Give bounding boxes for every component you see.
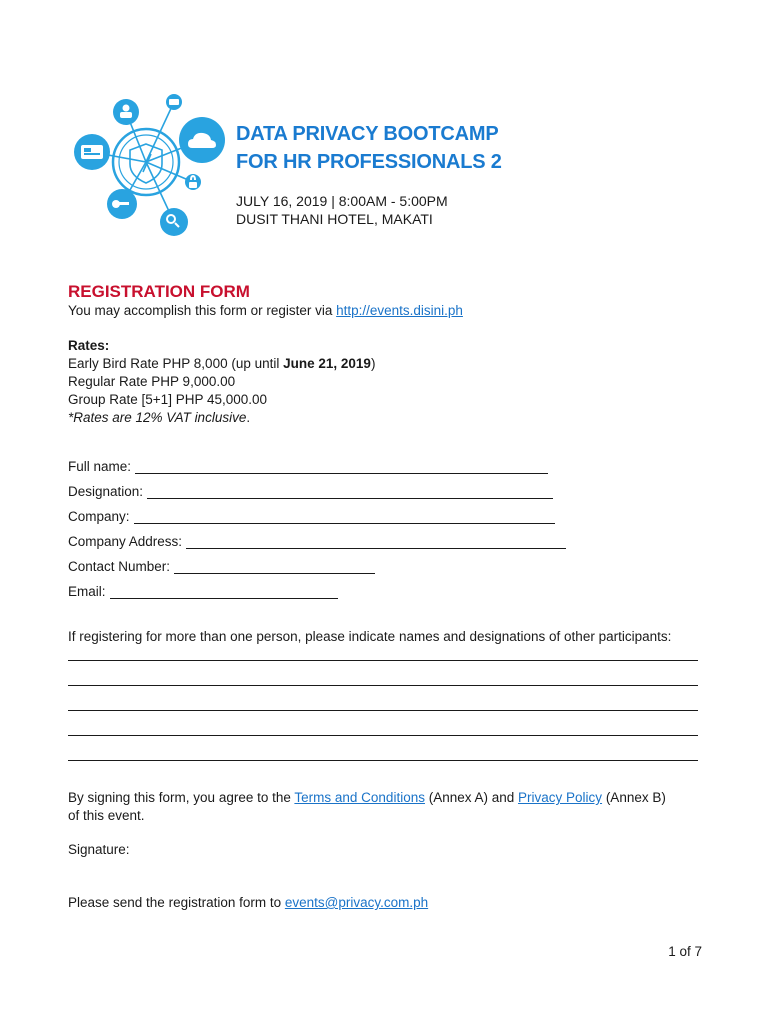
rates-label: Rates: bbox=[68, 338, 110, 353]
rate-vat-note-text: *Rates are 12% VAT inclusive bbox=[68, 410, 247, 425]
event-date-time: JULY 16, 2019 | 8:00AM - 5:00PM bbox=[236, 193, 448, 209]
rate-early-bird-deadline: June 21, 2019 bbox=[283, 356, 371, 371]
privacy-policy-link[interactable]: Privacy Policy bbox=[518, 790, 603, 805]
rates-section bbox=[68, 337, 375, 427]
company-address-blank[interactable] bbox=[186, 536, 566, 549]
email-blank[interactable] bbox=[110, 586, 338, 599]
agreement-middle: (Annex A) and bbox=[424, 790, 519, 805]
company-address-field[interactable] bbox=[68, 534, 566, 549]
designation-label: Designation: bbox=[68, 484, 144, 499]
send-instruction bbox=[68, 894, 428, 912]
event-info bbox=[236, 192, 448, 228]
agreement-text bbox=[68, 789, 666, 825]
other-participants-line-4[interactable] bbox=[68, 735, 698, 736]
rate-vat-note-period: . bbox=[246, 410, 251, 425]
contact-number-blank[interactable] bbox=[174, 561, 375, 574]
rate-early-bird bbox=[68, 355, 375, 373]
event-title-line-2: FOR HR PROFESSIONALS 2 bbox=[236, 151, 502, 173]
agreement-suffix: (Annex B) bbox=[602, 790, 666, 805]
page-number: 1 of 7 bbox=[668, 944, 702, 959]
send-instruction-text: Please send the registration form to bbox=[68, 895, 285, 910]
other-participants-line-5[interactable] bbox=[68, 760, 698, 761]
data-privacy-network-logo-icon bbox=[66, 84, 228, 242]
full-name-field[interactable] bbox=[68, 459, 548, 474]
company-field[interactable] bbox=[68, 509, 555, 524]
intro-line bbox=[68, 302, 463, 320]
full-name-blank[interactable] bbox=[135, 461, 548, 474]
event-title-line-1: DATA PRIVACY BOOTCAMP bbox=[236, 123, 499, 145]
other-participants-label: If registering for more than one person, please indicate names and designations of other participants: bbox=[68, 629, 672, 644]
registration-email-link[interactable]: events@privacy.com.ph bbox=[284, 895, 429, 910]
other-participants-line-2[interactable] bbox=[68, 685, 698, 686]
intro-text: You may accomplish this form or register via bbox=[68, 303, 337, 318]
rate-early-bird-close: ) bbox=[370, 356, 376, 371]
agreement-line-1 bbox=[68, 789, 666, 807]
agreement-prefix: By signing this form, you agree to the bbox=[68, 790, 295, 805]
terms-and-conditions-link[interactable]: Terms and Conditions bbox=[294, 790, 425, 805]
event-venue: DUSIT THANI HOTEL, MAKATI bbox=[236, 211, 433, 227]
rate-vat-note bbox=[68, 409, 375, 427]
other-participants-line-1[interactable] bbox=[68, 660, 698, 661]
designation-field[interactable] bbox=[68, 484, 553, 499]
company-label: Company: bbox=[68, 509, 130, 524]
company-address-label: Company Address: bbox=[68, 534, 183, 549]
company-blank[interactable] bbox=[134, 511, 555, 524]
contact-number-label: Contact Number: bbox=[68, 559, 171, 574]
email-label: Email: bbox=[68, 584, 106, 599]
rate-group: Group Rate [5+1] PHP 45,000.00 bbox=[68, 392, 268, 407]
signature-label: Signature: bbox=[68, 842, 130, 857]
email-field[interactable] bbox=[68, 584, 338, 599]
designation-blank[interactable] bbox=[147, 486, 553, 499]
rate-early-bird-text: Early Bird Rate PHP 8,000 (up until bbox=[68, 356, 284, 371]
rate-regular: Regular Rate PHP 9,000.00 bbox=[68, 374, 236, 389]
other-participants-line-3[interactable] bbox=[68, 710, 698, 711]
full-name-label: Full name: bbox=[68, 459, 132, 474]
contact-number-field[interactable] bbox=[68, 559, 375, 574]
event-title bbox=[236, 120, 502, 176]
agreement-line-2: of this event. bbox=[68, 808, 145, 823]
registration-form-heading: REGISTRATION FORM bbox=[68, 282, 250, 301]
registration-website-link[interactable]: http://events.disini.ph bbox=[336, 303, 463, 318]
